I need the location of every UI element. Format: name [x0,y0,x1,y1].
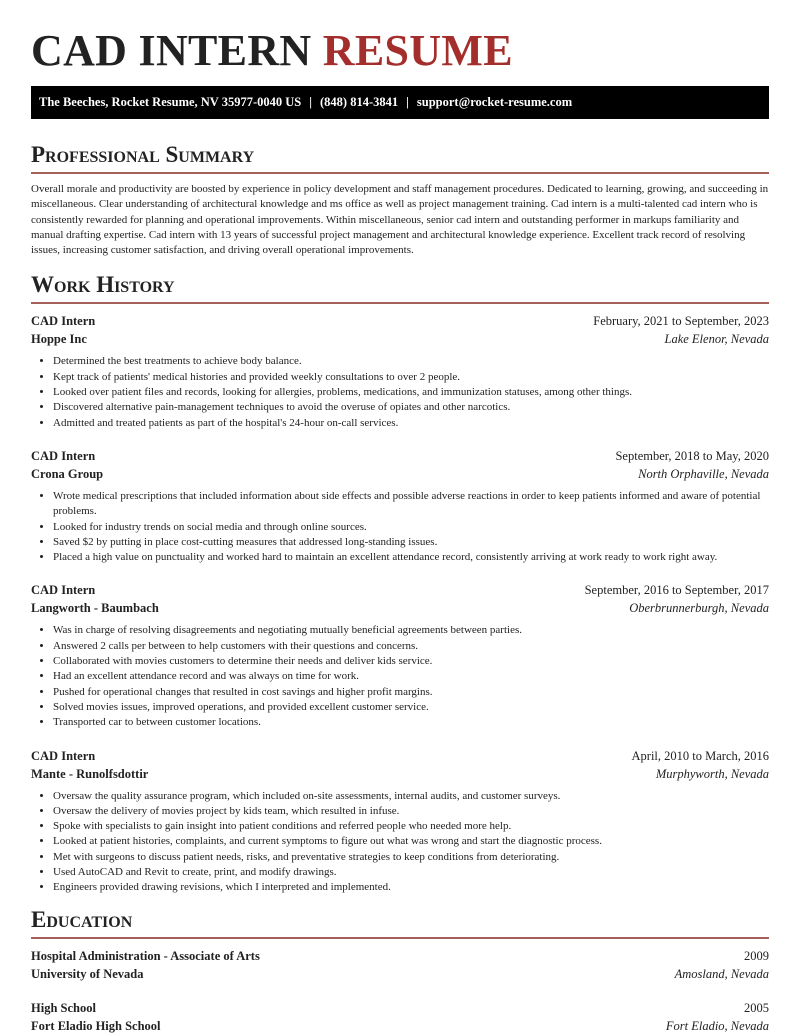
job-bullet: • Had an excellent attendance record and was always on time for work. [53,669,769,684]
job-bullet: • Oversaw the delivery of movies project by kids team, which resulted in infuse. [53,804,769,819]
job-location: Lake Elenor, Nevada [664,332,769,347]
job-bullet: • Saved $2 by putting in place cost-cutting measures that addressed long-standing issues. [53,535,769,550]
job-bullet: • Answered 2 calls per between to help customers with their questions and concerns. [53,639,769,654]
contact-phone: (848) 814-3841 [320,95,399,109]
summary-text: Overall morale and productivity are boosted by experience in policy development and staff management procedures. Dedicated to learning, growing, and succeeding in miscellaneous. Clear understanding of architectural knowledge and ms office as well as project management training. Cad intern is a multi-talented cad intern who is consistently rewarded for planning and operational improvements. Within miscellaneous, senior cad intern and outstanding performer in markups familiarity and manual drafting expertise. Cad intern with 13 years of successful project management and architectural knowledge experience. Excellent track record of resolving issues, increasing customer satisfaction, and driving overall operational improvements. [31,183,769,257]
job-dates: September, 2018 to May, 2020 [615,448,769,463]
job-company: Crona Group [31,466,104,481]
section-divider [31,302,769,304]
section-divider [31,937,769,939]
graduation-year: 2009 [744,948,769,963]
job-bullet: • Pushed for operational changes that resulted in cost savings and higher profit margins. [53,685,769,700]
contact-email: support@rocket-resume.com [416,95,573,109]
contact-address: The Beeches, Rocket Resume, NV 35977-0040 US [39,95,302,109]
job-bullets [31,354,769,430]
school: University of Nevada [31,966,144,981]
job-company: Hoppe Inc [31,332,87,347]
job-title: CAD Intern [31,448,96,463]
job-dates: September, 2016 to September, 2017 [584,583,769,598]
job-location: Oberbrunnerburgh, Nevada [629,601,769,616]
job-bullet: • Used AutoCAD and Revit to create, print, and modify drawings. [53,865,769,880]
work-history-list [31,312,769,895]
job-entry [31,581,769,730]
job-bullet: • Kept track of patients' medical histories and provided weekly consultations to over 2 people. [53,370,769,385]
education-entry [31,947,769,983]
job-bullet: • Engineers provided drawing revisions, which I interpreted and implemented. [53,880,769,895]
job-bullet: • Spoke with specialists to gain insight into patient conditions and referred people who needed more help. [53,819,769,834]
degree: High School [31,1000,96,1015]
contact-bar [31,86,769,119]
job-company: Mante - Runolfsdottir [31,766,149,781]
title-part1: CAD INTERN [31,26,312,75]
job-entry [31,447,769,565]
job-bullet: • Looked for industry trends on social media and through online sources. [53,520,769,535]
job-bullet: • Met with surgeons to discuss patient needs, risks, and preventative strategies to keep conditions from deteriorating. [53,850,769,865]
job-title: CAD Intern [31,583,96,598]
school-location: Fort Eladio, Nevada [665,1018,769,1033]
job-entry [31,312,769,430]
education-list [31,947,769,1035]
summary-heading: Professional Summary [31,142,255,167]
job-bullet: • Admitted and treated patients as part of the hospital's 24-hour on-call services. [53,416,769,431]
school: Fort Eladio High School [31,1018,161,1033]
education-entry [31,999,769,1035]
job-bullet: • Oversaw the quality assurance program, which included on-site assessments, internal audits, and customer surveys. [53,789,769,804]
separator: | [406,95,409,109]
graduation-year: 2005 [744,1000,769,1015]
job-title: CAD Intern [31,748,96,763]
title-part2: RESUME [322,26,513,75]
section-divider [31,172,769,174]
job-bullet: • Discovered alternative pain-management techniques to avoid the overuse of opiates and other narcotics. [53,400,769,415]
job-dates: February, 2021 to September, 2023 [593,314,769,329]
job-entry [31,747,769,896]
degree: Hospital Administration - Associate of Arts [31,948,260,963]
job-bullet: • Solved movies issues, improved operations, and provided excellent customer service. [53,700,769,715]
job-bullet: • Looked over patient files and records, looking for allergies, problems, medications, and immunization statuses, among other things. [53,385,769,400]
job-location: North Orphaville, Nevada [638,466,769,481]
job-location: Murphyworth, Nevada [655,766,769,781]
job-bullet: • Wrote medical prescriptions that included information about side effects and possible adverse reactions in order to keep patients informed and aware of potential problems. [53,489,769,520]
job-bullet: • Collaborated with movies customers to determine their needs and deliver kids service. [53,654,769,669]
school-location: Amosland, Nevada [674,966,769,981]
job-dates: April, 2010 to March, 2016 [631,748,769,763]
job-bullets [31,489,769,565]
job-bullet: • Was in charge of resolving disagreements and negotiating mutually beneficial agreements between parties. [53,623,769,638]
resume-title [31,0,769,75]
job-bullet: • Determined the best treatments to achieve body balance. [53,354,769,369]
education-heading: Education [31,906,133,932]
job-company: Langworth - Baumbach [31,601,159,616]
job-bullet: • Transported car to between customer locations. [53,715,769,730]
job-bullet: • Placed a high value on punctuality and worked hard to maintain an excellent attendance record, consistently arriving at work ready to work right away. [53,550,769,565]
job-bullet: • Looked at patient histories, complaints, and current symptoms to figure out what was wrong and start the diagnostic process. [53,834,769,849]
job-bullets [31,789,769,896]
separator: | [309,95,313,109]
work-history-heading: Work History [31,272,175,298]
job-title: CAD Intern [31,314,96,329]
job-bullets [31,623,769,730]
